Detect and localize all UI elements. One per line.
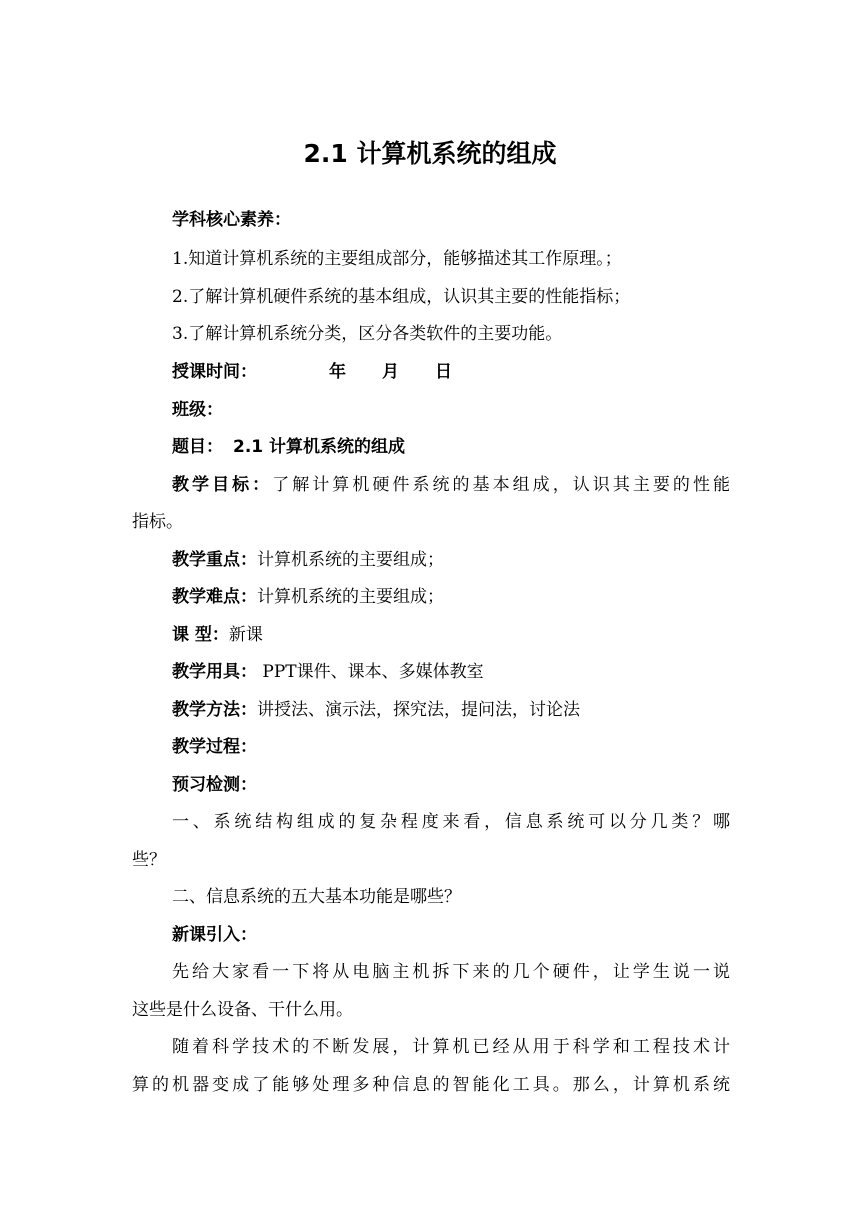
intro-paragraph-2-line-1: 随着科学技术的不断发展，计算机已经从用于科学和工程技术计 (172, 1037, 730, 1057)
teaching-goal-continuation: 指标。 (132, 512, 183, 532)
intro-paragraph-1-line-2: 这些是什么设备、干什么用。 (132, 1000, 353, 1020)
topic-value: 2.1 计算机系统的组成 (233, 437, 406, 457)
topic-row (132, 435, 730, 459)
difficulty-row (132, 585, 730, 609)
topic-label: 题目： (172, 437, 223, 457)
preview-question-1-continuation: 些？ (132, 850, 166, 870)
teaching-method-label: 教学方法： (172, 700, 257, 720)
teaching-method-value: 讲授法、演示法，探究法，提问法，讨论法 (257, 700, 580, 720)
year-label: 年 (329, 362, 346, 382)
core-item-1: 1.知道计算机系统的主要组成部分，能够描述其工作原理。； (172, 249, 622, 269)
key-point-label: 教学重点： (172, 550, 257, 570)
teaching-process-heading: 教学过程： (172, 737, 257, 757)
teaching-tools-value: PPT课件、课本、多媒体教室 (257, 662, 484, 682)
new-lesson-intro-heading: 新课引入： (172, 925, 257, 945)
teaching-tools-row (132, 660, 730, 684)
day-label: 日 (435, 362, 452, 382)
teaching-goal-row (132, 473, 730, 497)
teaching-goal-text: 了解计算机硬件系统的基本组成，认识其主要的性能 (272, 475, 731, 495)
teaching-method-row (132, 698, 730, 722)
lesson-type-value: 新课 (228, 625, 263, 645)
preview-question-2: 二、信息系统的五大基本功能是哪些？ (172, 887, 461, 907)
intro-paragraph-2-line-2: 算的机器变成了能够处理多种信息的智能化工具。那么，计算机系统 (132, 1075, 730, 1095)
preview-question-1: 一、系统结构组成的复杂程度来看，信息系统可以分几类？哪 (172, 812, 730, 832)
core-item-2: 2.了解计算机硬件系统的基本组成，认识其主要的性能指标； (172, 287, 631, 307)
teaching-time-label: 授课时间： (172, 362, 257, 382)
key-point-row (132, 548, 730, 572)
intro-paragraph-1-line-1: 先给大家看一下将从电脑主机拆下来的几个硬件，让学生说一说 (172, 962, 730, 982)
core-item-3: 3.了解计算机系统分类，区分各类软件的主要功能。 (172, 324, 563, 344)
teaching-time-row (132, 360, 730, 384)
lesson-type-label: 课 型： (172, 625, 229, 645)
preview-check-heading: 预习检测： (172, 775, 257, 795)
difficulty-value: 计算机系统的主要组成； (257, 587, 444, 607)
month-label: 月 (382, 362, 399, 382)
teaching-tools-label: 教学用具： (172, 662, 257, 682)
core-literacy-heading: 学科核心素养： (172, 210, 291, 230)
key-point-value: 计算机系统的主要组成； (257, 550, 444, 570)
difficulty-label: 教学难点： (172, 587, 257, 607)
class-label: 班级： (172, 400, 223, 420)
teaching-goal-label: 教学目标： (172, 475, 273, 495)
lesson-type-row (132, 623, 730, 647)
page-title: 2.1 计算机系统的组成 (303, 139, 557, 168)
